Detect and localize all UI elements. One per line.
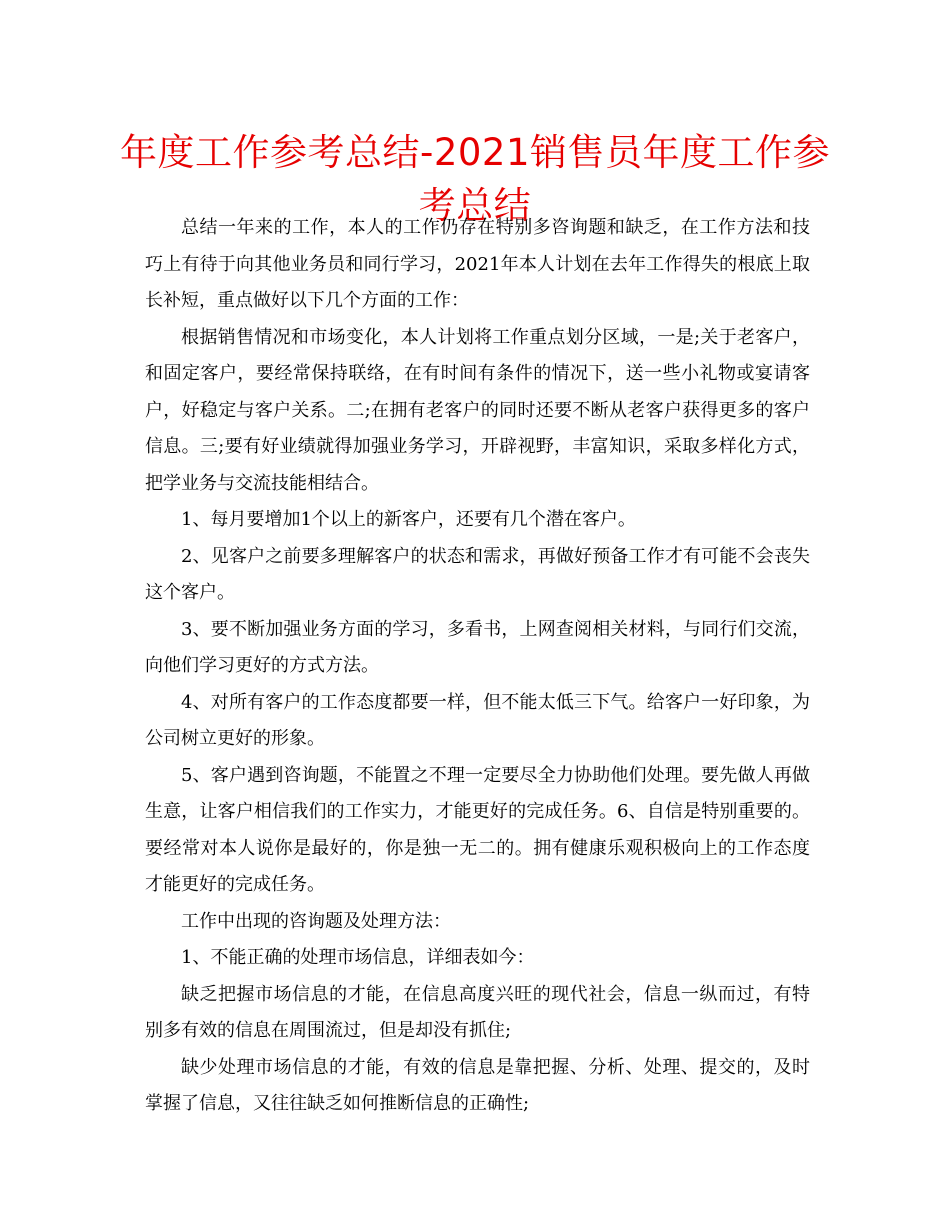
paragraph: 3、要不断加强业务方面的学习，多看书，上网查阅相关材料，与同行们交流，向他们学习更好的方式方法。 [145, 618, 810, 676]
paragraph: 5、客户遇到咨询题，不能置之不理一定要尽全力协助他们处理。要先做人再做生意，让客户相信我们的工作实力，才能更好的完成任务。6、自信是特别重要的。要经常对本人说你是最好的，你是独一无二的。拥有健康乐观积极向上的工作态度才能更好的完成任务。 [145, 764, 810, 895]
paragraph: 工作中出现的咨询题及处理方法： [181, 910, 451, 932]
paragraph: 2、见客户之前要多理解客户的状态和需求，再做好预备工作才有可能不会丧失这个客户。 [145, 545, 810, 603]
paragraph: 1、不能正确的处理市场信息，详细表如今： [181, 947, 535, 968]
paragraph: 1、每月要增加1个以上的新客户，还要有几个潜在客户。 [181, 509, 636, 530]
document-title: 年度工作参考总结-2021销售员年度工作参考总结 [120, 131, 831, 227]
paragraph: 缺乏把握市场信息的才能，在信息高度兴旺的现代社会，信息一纵而过，有特别多有效的信息在周围流过，但是却没有抓住; [145, 983, 810, 1041]
document-body [145, 210, 810, 1123]
paragraph: 总结一年来的工作，本人的工作仍存在特别多咨询题和缺乏，在工作方法和技巧上有待于向其他业务员和同行学习，2021年本人计划在去年工作得失的根底上取长补短，重点做好以下几个方面的工作： [145, 217, 810, 311]
paragraph: 缺少处理市场信息的才能，有效的信息是靠把握、分析、处理、提交的，及时掌握了信息，又往往缺乏如何推断信息的正确性; [145, 1056, 810, 1114]
paragraph: 4、对所有客户的工作态度都要一样，但不能太低三下气。给客户一好印象，为公司树立更好的形象。 [145, 691, 810, 749]
paragraph: 根据销售情况和市场变化，本人计划将工作重点划分区域，一是;关于老客户，和固定客户，要经常保持联络，在有时间有条件的情况下，送一些小礼物或宴请客户，好稳定与客户关系。二;在拥有老客户的同时还要不断从老客户获得更多的客户信息。三;要有好业绩就得加强业务学习，开辟视野，丰富知识，采取多样化方式，把学业务与交流技能相结合。 [145, 326, 810, 494]
